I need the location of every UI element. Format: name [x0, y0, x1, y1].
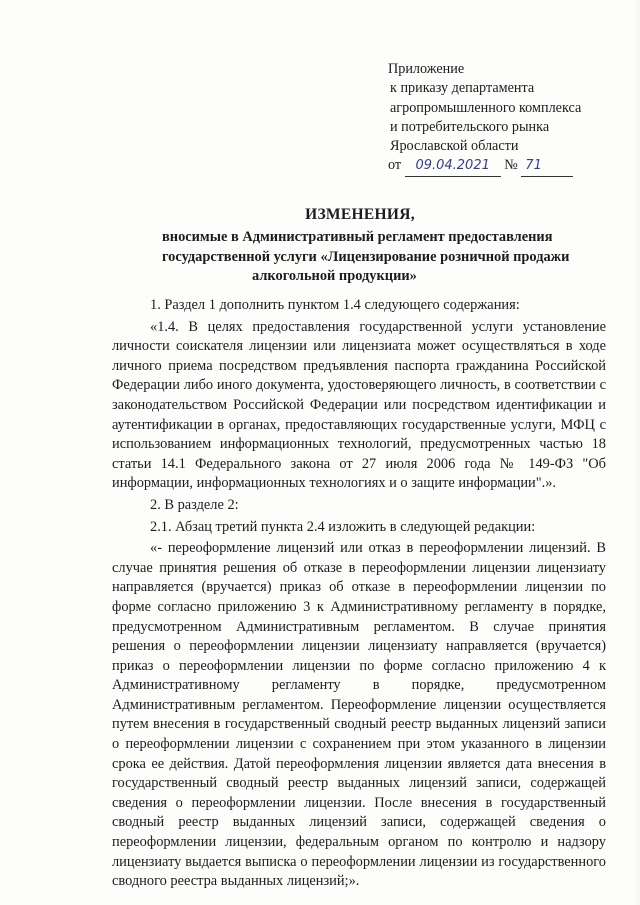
document-title-block	[150, 206, 570, 287]
appendix-region-line: Ярославской области	[390, 138, 519, 155]
appendix-market-line: и потребительского рынка	[390, 118, 550, 135]
paragraph-1: 1. Раздел 1 дополнить пунктом 1.4 следующего содержания:	[150, 297, 520, 313]
appendix-title: Приложение	[388, 61, 465, 77]
appendix-order-line: к приказу департамента	[390, 80, 535, 97]
scan-edge-shade	[634, 0, 640, 905]
paragraph-3: 2. В разделе 2:	[150, 496, 239, 513]
paragraph-5: «- переоформление лицензий или отказ в переоформлении лицензий. В случае принятия решения об отказе в переоформлении лицензии лицензиату направляется (вручается) приказ об отказе в переоформлении лицензии по форме согласно приложению 3 к Административному регламенту в порядке, предусмотренном Административным регламентом. В случае принятия решения о переоформлении лицензии лицензиату направляется (вручается) приказ о переоформлении лицензии по форме согласно приложению 4 к Административному регламенту в порядке, предусмотренном Административным регламентом. Переоформление лицензии осуществляется путем внесения в государственный сводный реестр выданных лицензий записи о переоформлении лицензии с сохранением при этом указанного в лицензии срока ее действия. Датой переоформления лицензии является дата внесения в государственный сводный реестр выданных лицензий записи, содержащей сведения о переоформлении лицензии. После внесения в государственный сводный реестр выданных лицензий записи, содержащей сведения о переоформлении лицензии, федеральным органом по контролю и надзору лицензиату выдается выписка о переоформлении лицензии из государственного сводного реестра выданных лицензий;».	[112, 540, 606, 890]
appendix-department-line: агропромышленного комплекса	[390, 99, 582, 116]
appendix-date-line	[388, 156, 618, 176]
appendix-block	[388, 60, 618, 177]
handwritten-date: 09.04.2021	[405, 156, 501, 176]
paragraph-4: 2.1. Абзац третий пункта 2.4 изложить в следующей редакции:	[150, 518, 536, 535]
date-prefix: от	[388, 157, 402, 174]
handwritten-number: 71	[521, 156, 573, 176]
paragraph-2: «1.4. В целях предоставления государственной услуги установление личности соискателя лицензии или лицензиата может осуществляться в ходе личного приема посредством предъявления паспорта гражданина Российской Федерации либо иного документа, удостоверяющего личность, в соответствии с законодательством Российской Федерации или посредством идентификации и аутентификации в органах, предоставляющих государственные услуги, МФЦ с использованием информационных технологий, предусмотренных частью 18 статьи 14.1 Федерального закона от 27 июля 2006 года № 149-ФЗ "Об информации, информационных технологиях и о защите информации".».	[112, 318, 606, 492]
subtitle-line-1: вносимые в Административный регламент предоставления	[162, 229, 553, 245]
subtitle-line-2: государственной услуги «Лицензирование розничной продажи	[162, 248, 570, 265]
subtitle-line-3: алкогольной продукции»	[252, 268, 417, 284]
document-title: ИЗМЕНЕНИЯ,	[305, 206, 415, 223]
document-subtitle	[150, 228, 570, 287]
document-body	[112, 296, 606, 892]
number-prefix: №	[504, 157, 518, 174]
